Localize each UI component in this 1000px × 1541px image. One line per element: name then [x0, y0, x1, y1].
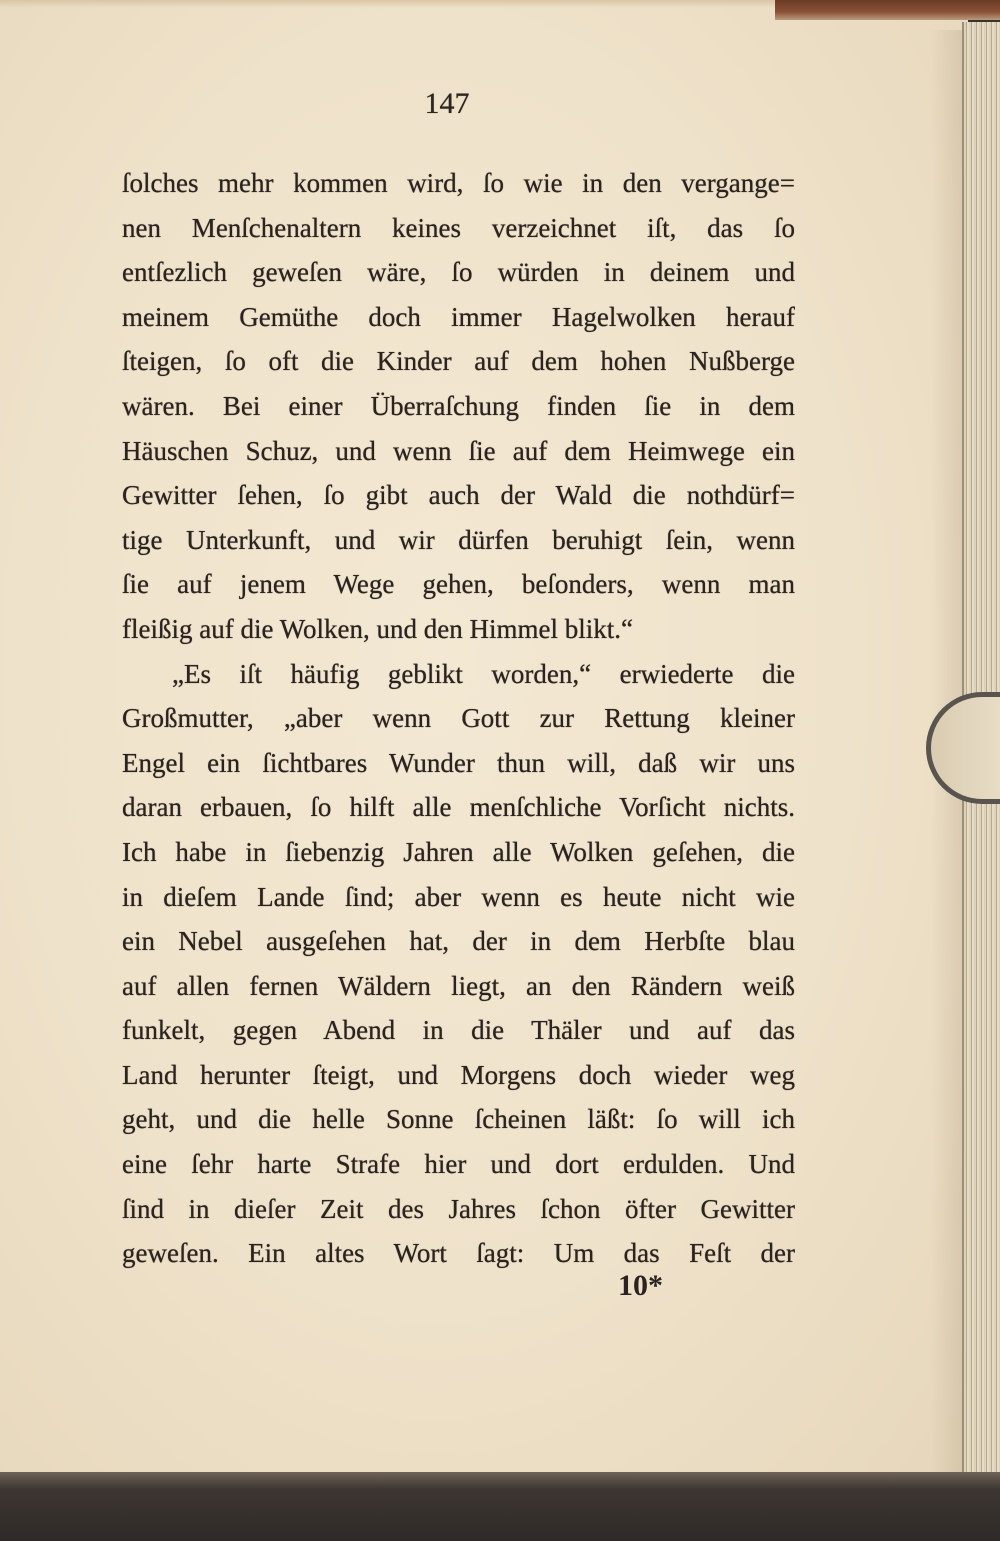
text-line: geht, und die helle Sonne ſcheinen läßt: ſo will ich [122, 1104, 795, 1135]
text-line: Gewitter ſehen, ſo gibt auch der Wald die nothdürf= [122, 480, 795, 511]
text-line: ſolches mehr kommen wird, ſo wie in den vergange= [122, 168, 795, 198]
text-line: eine ſehr harte Strafe hier und dort erdulden. Und [122, 1149, 795, 1180]
page-top-edge [0, 0, 775, 8]
text-line: entſezlich geweſen wäre, ſo würden in deinem und [122, 257, 795, 288]
scan-background [0, 1472, 1000, 1541]
text-line: ſind in dieſer Zeit des Jahres ſchon öfter Gewitter [122, 1193, 795, 1224]
text-line: wären. Bei einer Überraſchung finden ſie in dem [122, 390, 795, 421]
book-cover-edge [775, 0, 1000, 20]
text-line: meinem Gemüthe doch immer Hagelwolken herauf [122, 301, 795, 332]
text-line: daran erbauen, ſo hilft alle menſchliche Vorſicht nichts. [122, 792, 795, 823]
text-line: tige Unterkunft, und wir dürfen beruhigt ſein, wenn [122, 524, 795, 555]
paragraph-end-line: fleißig auf die Wolken, und den Himmel blikt.“ [122, 613, 633, 644]
text-line: Ich habe in ſiebenzig Jahren alle Wolken geſehen, die [122, 836, 795, 867]
paragraph-start-line: „Es iſt häufig geblikt worden,“ erwiederte die [172, 658, 795, 689]
text-line: Häuschen Schuz, und wenn ſie auf dem Heimwege ein [122, 435, 795, 466]
text-line: ein Nebel ausgeſehen hat, der in dem Herbſte blau [122, 926, 795, 957]
text-line: auf allen fernen Wäldern liegt, an den Rändern weiß [122, 970, 795, 1001]
text-line: geweſen. Ein altes Wort ſagt: Um das Feſt der [122, 1238, 795, 1269]
text-line: nen Menſchenaltern keines verzeichnet iſt, das ſo [122, 212, 795, 243]
text-line: ſteigen, ſo oft die Kinder auf dem hohen Nußberge [122, 346, 795, 377]
text-line: Großmutter, „aber wenn Gott zur Rettung kleiner [122, 703, 795, 734]
page-number: 147 [424, 87, 470, 120]
body-text [122, 161, 795, 1276]
text-line: Engel ein ſichtbares Wunder thun will, daß wir uns [122, 747, 795, 778]
text-line: Land herunter ſteigt, und Morgens doch wieder weg [122, 1059, 795, 1090]
text-line: funkelt, gegen Abend in die Thäler und auf das [122, 1015, 795, 1046]
signature-mark: 10* [618, 1269, 663, 1302]
text-line: in dieſem Lande ſind; aber wenn es heute nicht wie [122, 881, 795, 912]
text-line: ſie auf jenem Wege gehen, beſonders, wenn man [122, 569, 795, 600]
